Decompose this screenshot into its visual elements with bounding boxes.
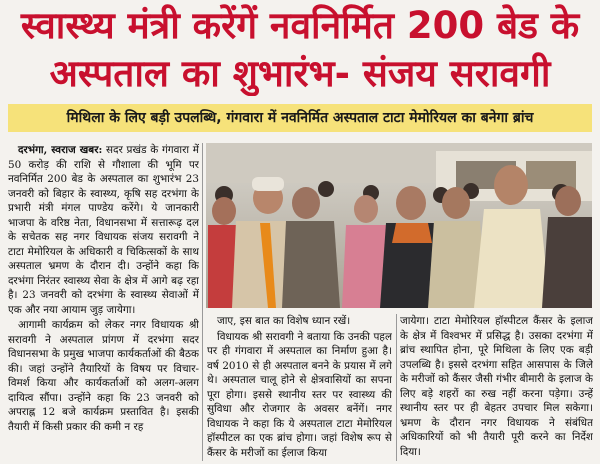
article-column-3 bbox=[400, 314, 593, 461]
subheadline: मिथिला के लिए बड़ी उपलब्धि, गंगवारा में नवनिर्मित अस्पताल टाटा मेमोरियल का बनेगा ब्रांच bbox=[8, 104, 592, 132]
article-paragraph: विधायक श्री सरावगी ने बताया कि उनकी पहल पर ही गंगवारा में अस्पताल का निर्माण हुआ है। वर्ष 2010 से ही अस्पताल बनने के प्रयास में लगे थे। अस्पताल चालू होने से क्षेत्रवासियों का सपना पूरा होगा। इससे स्थानीय स्तर पर स्वास्थ्य की सुविधा और रोजगार के अवसर बनेंगें। नगर विधायक ने कहा कि ये अस्पताल टाटा मेमोरियल हॉस्पीटल का एक ब्रांच होगा। जहां विशेष रूप से कैंसर के मरीजों का ईलाज किया bbox=[207, 330, 392, 459]
article-column-2 bbox=[207, 314, 392, 461]
article-paragraph bbox=[8, 143, 199, 317]
column-divider bbox=[202, 143, 203, 461]
dateline: दरभंगा, स्वराज खबर: bbox=[18, 144, 103, 156]
news-photo-icon bbox=[206, 143, 592, 308]
headline-line-1: स्वास्थ्य मंत्री करेंगें नवनिर्मित 200 बेड के bbox=[20, 4, 580, 47]
column-divider bbox=[396, 314, 397, 461]
headline bbox=[0, 0, 600, 100]
news-photo bbox=[206, 143, 592, 308]
article-text: सदर प्रखंड के गंगवारा में 50 करोड़ की राशि से गौशाला की भूमि पर नवनिर्मित 200 बेड के अस्पताल का शुभारंभ 23 जनवरी को बिहार के स्वास्थ्य, कृषि सह दरभंगा के प्रभारी मंत्री मंगल पाण्डेय करेंगे। ये जानकारी भाजपा के वरिष्ठ नेता, विधानसभा में सत्तारूढ़ दल के सचेतक सह नगर विधायक संजय सरावगी ने टाटा मेमोरियल के अधिकारी व चिकित्सकों के साथ अस्पताल भ्रमण के दौरान दी। उन्होंने कहा कि दरभंगा निरंतर स्वास्थ्य सेवा के क्षेत्र में आगे बढ़ रहा है। 23 जनवरी को दरभंगा के स्वास्थ्य सेवाओं में एक और नया आयाम जुड़ जायेगा। bbox=[8, 144, 199, 316]
article-column-1 bbox=[8, 143, 199, 461]
article-paragraph: जाए, इस बात का विशेष ध्यान रखें। bbox=[217, 315, 351, 327]
headline-line-2: अस्पताल का शुभारंभ- संजय सरावगी bbox=[49, 52, 551, 95]
article-paragraph: आगामी कार्यक्रम को लेकर नगर विधायक श्री सरावगी ने अस्पताल प्रांगण में दरभंगा सदर विधानसभा के प्रमुख भाजपा कार्यकर्ताओं की बैठक की। जहां उन्होंने तैयारियों के विषय पर विचार-विमर्श किया और कार्यकर्ताओं को अलग-अलग दायित्व सौंपा। उन्होंने कहा कि 23 जनवरी को अपराह्न 12 बजे कार्यक्रम प्रस्तावित है। इसकी तैयारी में किसी प्रकार की कमी न रह bbox=[8, 319, 199, 433]
article-paragraph: जायेगा। टाटा मेमोरियल हॉस्पीटल कैंसर के इलाज के क्षेत्र में विश्वभर में प्रसिद्ध है। उसका दरभंगा में ब्रांच स्थापित होना, पूरे मिथिला के लिए एक बड़ी उपलब्धि है। इससे दरभंगा सहित आसपास के जिले के मरीजों को कैंसर जैसी गंभीर बीमारी के इलाज के लिए बड़े शहरों का रुख नहीं करना पड़ेगा। उन्हें स्थानीय स्तर पर ही बेहतर उपचार मिल सकेगा। भ्रमण के दौरान नगर विधायक ने संबंधित अधिकारियों को भी तैयारी पूरी करने का निर्देश दिया। bbox=[400, 315, 593, 458]
